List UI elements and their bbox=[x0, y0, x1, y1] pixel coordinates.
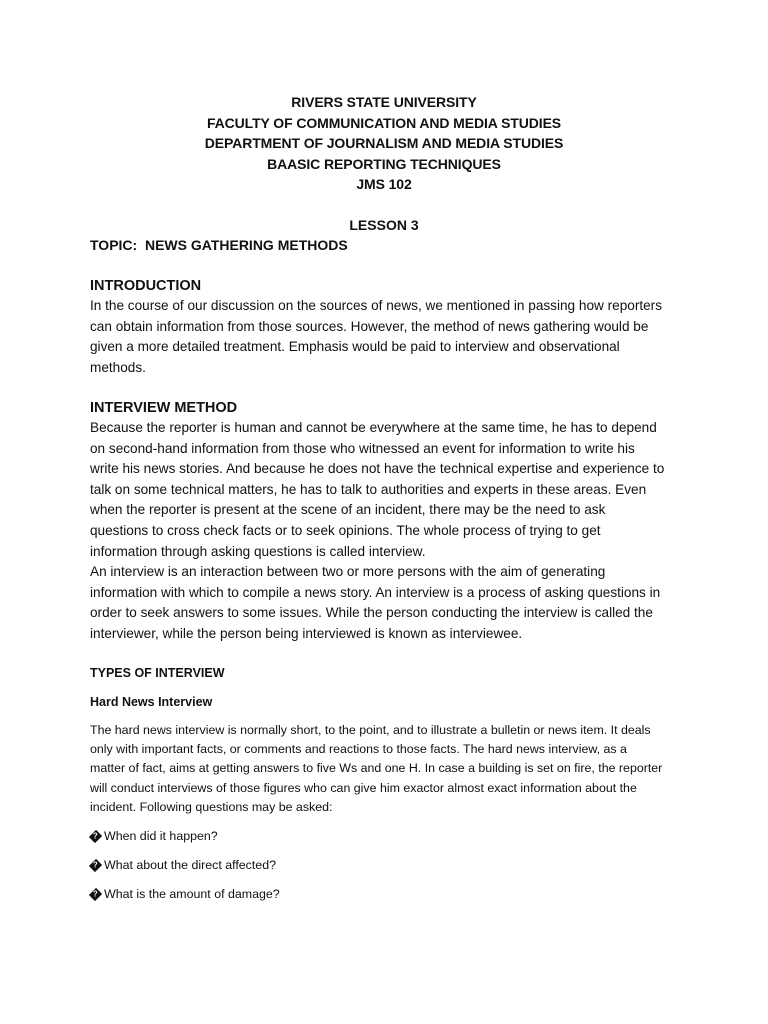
paragraph-line: interviewer, while the person being interviewed is known as interviewee. bbox=[90, 625, 523, 641]
question-text: What is the amount of damage? bbox=[104, 887, 280, 901]
paragraph-line: Because the reporter is human and cannot be everywhere at the same time, he has to depend bbox=[90, 420, 657, 435]
paragraph-line: when the reporter is present at the scene of an incident, there may be the need to ask bbox=[90, 502, 606, 518]
paragraph-line: will conduct interviews of those figures who can give him exactor almost exact information about the bbox=[90, 780, 637, 795]
paragraph-line: order to seek answers to some issues. While the person conducting the interview is called the bbox=[90, 605, 653, 621]
introduction-heading: INTRODUCTION bbox=[90, 278, 202, 294]
paragraph-line: An interview is an interaction between two or more persons with the aim of generating bbox=[90, 564, 606, 580]
interview-method-heading: INTERVIEW METHOD bbox=[90, 400, 238, 416]
document-header bbox=[0, 92, 768, 195]
hard-news-paragraph bbox=[90, 721, 690, 817]
course-code: JMS 102 bbox=[356, 176, 412, 192]
lesson-number: LESSON 3 bbox=[349, 217, 419, 233]
paragraph-line: The hard news interview is normally short, to the point, and to illustrate a bulletin or news item. It deals bbox=[90, 723, 651, 737]
paragraph-line: given a more detailed treatment. Emphasis would be paid to interview and observational bbox=[90, 339, 620, 355]
interview-method-paragraph bbox=[90, 418, 677, 645]
topic-title: TOPIC: NEWS GATHERING METHODS bbox=[90, 237, 348, 253]
paragraph-line: information with which to compile a news story. An interview is a process of asking questions in bbox=[90, 584, 661, 600]
paragraph-line: talk on some technical matters, he has to talk to authorities and experts in these areas. Even bbox=[90, 481, 647, 497]
paragraph-line: only with important facts, or comments and reactions to those facts. The hard news interview, as a bbox=[90, 742, 627, 757]
paragraph-line: questions to cross check facts or to seek opinions. The whole process of trying to get bbox=[90, 522, 601, 538]
paragraph-line: on second-hand information from those who witnessed an event for information to write his bbox=[90, 440, 635, 456]
replacement-character-icon bbox=[89, 858, 102, 871]
university-name: RIVERS STATE UNIVERSITY bbox=[291, 94, 477, 110]
introduction-paragraph bbox=[90, 296, 677, 378]
question-item bbox=[90, 856, 276, 874]
types-of-interview-heading: TYPES OF INTERVIEW bbox=[90, 666, 225, 680]
paragraph-line: In the course of our discussion on the sources of news, we mentioned in passing how reporters bbox=[90, 298, 663, 313]
paragraph-line: methods. bbox=[90, 359, 146, 375]
replacement-character-icon bbox=[89, 829, 102, 842]
question-item bbox=[90, 885, 280, 903]
paragraph-line: can obtain information from those sources. However, the method of news gathering would be bbox=[90, 318, 649, 334]
question-text: When did it happen? bbox=[104, 829, 218, 843]
question-item bbox=[90, 827, 218, 845]
question-text: What about the direct affected? bbox=[104, 858, 276, 872]
faculty-name: FACULTY OF COMMUNICATION AND MEDIA STUDIES bbox=[206, 114, 562, 131]
replacement-character-icon bbox=[89, 887, 102, 900]
department-name: DEPARTMENT OF JOURNALISM AND MEDIA STUDIES bbox=[204, 135, 564, 151]
paragraph-line: incident. Following questions may be asked: bbox=[90, 799, 333, 814]
course-title: BAASIC REPORTING TECHNIQUES bbox=[267, 155, 501, 172]
paragraph-line: information through asking questions is called interview. bbox=[90, 543, 426, 559]
hard-news-interview-heading: Hard News Interview bbox=[90, 695, 213, 709]
paragraph-line: matter of fact, aims at getting answers to five Ws and one H. In case a building is set on fire, the reporter bbox=[90, 761, 663, 776]
paragraph-line: write his news stories. And because he does not have the technical expertise and experience to bbox=[90, 461, 665, 477]
